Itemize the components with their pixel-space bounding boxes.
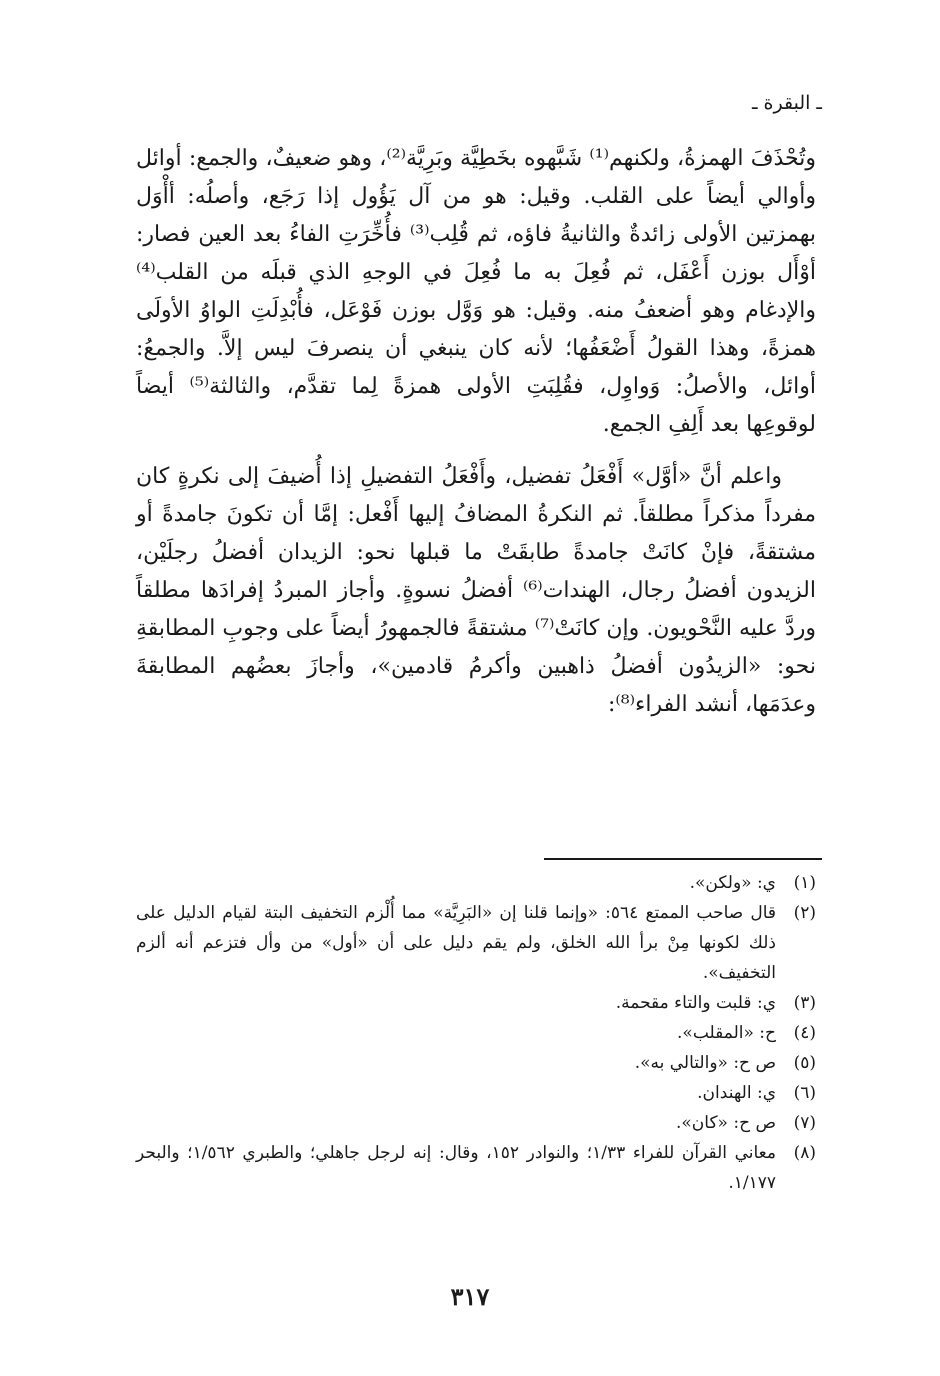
paragraph-1: وتُحْذَفَ الهمزةُ، ولكنهم⁽¹⁾ شَبَّهوه بخَطِيَّة وبَرِيَّة⁽²⁾، وهو ضعيفٌ، والجمع: أوائل وأوالي أيضاً على القلب. وقيل: هو من آل يَؤُول إذا رَجَع، وأصلُه: أأْوَل بهمزتين الأولى زائدةٌ والثانيةُ فاؤه، ثم قُلِب⁽³⁾ فأُخِّرَتِ الفاءُ بعد العين فصار: أوْأَل بوزن أَعْفَل، ثم فُعِلَ به ما فُعِلَ في الوجهِ الذي قبلَه من القلب⁽⁴⁾ والإدغام وهو أضعفُ منه. وقيل: هو وَوَّل بوزن فَوْعَل، فأُبْدِلَتِ الواوُ الأولَى همزةً، وهذا القولُ أَضْعَفُها؛ لأنه كان ينبغي أن ينصرفَ ليس إلاَّ. والجمعُ: أوائل، والأصلُ: وَواوِل، فقُلِبَتِ الأولى همزةً لِما تقدَّم، والثالثة⁽⁵⁾ أيضاً لوقوعِها بعد أَلِفِ الجمع. [136,146,816,437]
footnote-number: (٨) [793,1143,816,1163]
footnote-5 [136,1048,816,1078]
footnote-text: معاني القرآن للفراء ١/٣٣؛ والنوادر ١٥٢، وقال: إنه لرجل جاهلي؛ والطبري ١/٥٦٢؛ والبحر ١/١٧٧. [136,1143,776,1193]
footnote-text: ح: «المقلب». [677,1023,776,1043]
footnote-number: (٦) [793,1083,816,1103]
footnote-number: (١) [793,873,816,893]
footnote-2 [136,898,816,988]
footnote-number: (٣) [793,993,816,1013]
running-header: ـ البقرة ـ [751,92,822,114]
footnote-text: ي: قلبت والتاء مقحمة. [615,993,776,1013]
page-number: ٣١٧ [450,1282,490,1311]
footnote-number: (٤) [793,1023,816,1043]
footnote-4 [136,1018,816,1048]
footnote-separator [544,858,822,860]
footnote-6 [136,1078,816,1108]
main-text [136,140,816,724]
footnote-1 [136,868,816,898]
footnote-text: ي: «ولكن». [689,873,776,893]
footnote-8 [136,1138,816,1198]
footnote-text: قال صاحب الممتع ٥٦٤: «وإنما قلنا إن «البَرِيَّة» مما أُلْزم التخفيف البتة لقيام الدليل على ذلك لكونها مِنْ برأ الله الخلق، ولم يقم دليل على أن «أول» من وأل فتزعم أنه ألزم التخفيف». [136,903,776,983]
footnote-3 [136,988,816,1018]
footnote-number: (٢) [793,903,816,923]
footnote-text: ص ح: «كان». [675,1113,776,1133]
footnote-text: ص ح: «والتالي به». [634,1053,776,1073]
paragraph-2: واعلم أنَّ «أوَّل» أَفْعَلُ تفضيل، وأَفْعَلُ التفضيلِ إذا أُضيفَ إلى نكرةٍ كان مفرداً مذكراً مطلقاً. ثم النكرةُ المضافُ إليها أَفْعل: إمَّا أن تكونَ جامدةً أو مشتقةً، فإنْ كانَتْ جامدةً طابقَتْ ما قبلها نحو: الزيدان أفضلُ رجلَيْن، الزيدون أفضلُ رجال، الهندات⁽⁶⁾ أفضلُ نسوةٍ. وأجاز المبردُ إفرادَها مطلقاً وردَّ عليه النَّحْويون. وإن كانَتْ⁽⁷⁾ مشتقةً فالجمهورُ أيضاً على وجوبِ المطابقةِ نحو: «الزيدُون أفضلُ ذاهبين وأكرمُ قادمين»، وأجازَ بعضُهم المطابقةَ وعدَمَها، أنشد الفراء⁽⁸⁾: [136,464,817,717]
footnote-7 [136,1108,816,1138]
footnote-text: ي: الهندان. [697,1083,776,1103]
footnotes [136,868,816,1198]
footnote-number: (٧) [793,1113,816,1133]
footnote-number: (٥) [793,1053,816,1073]
